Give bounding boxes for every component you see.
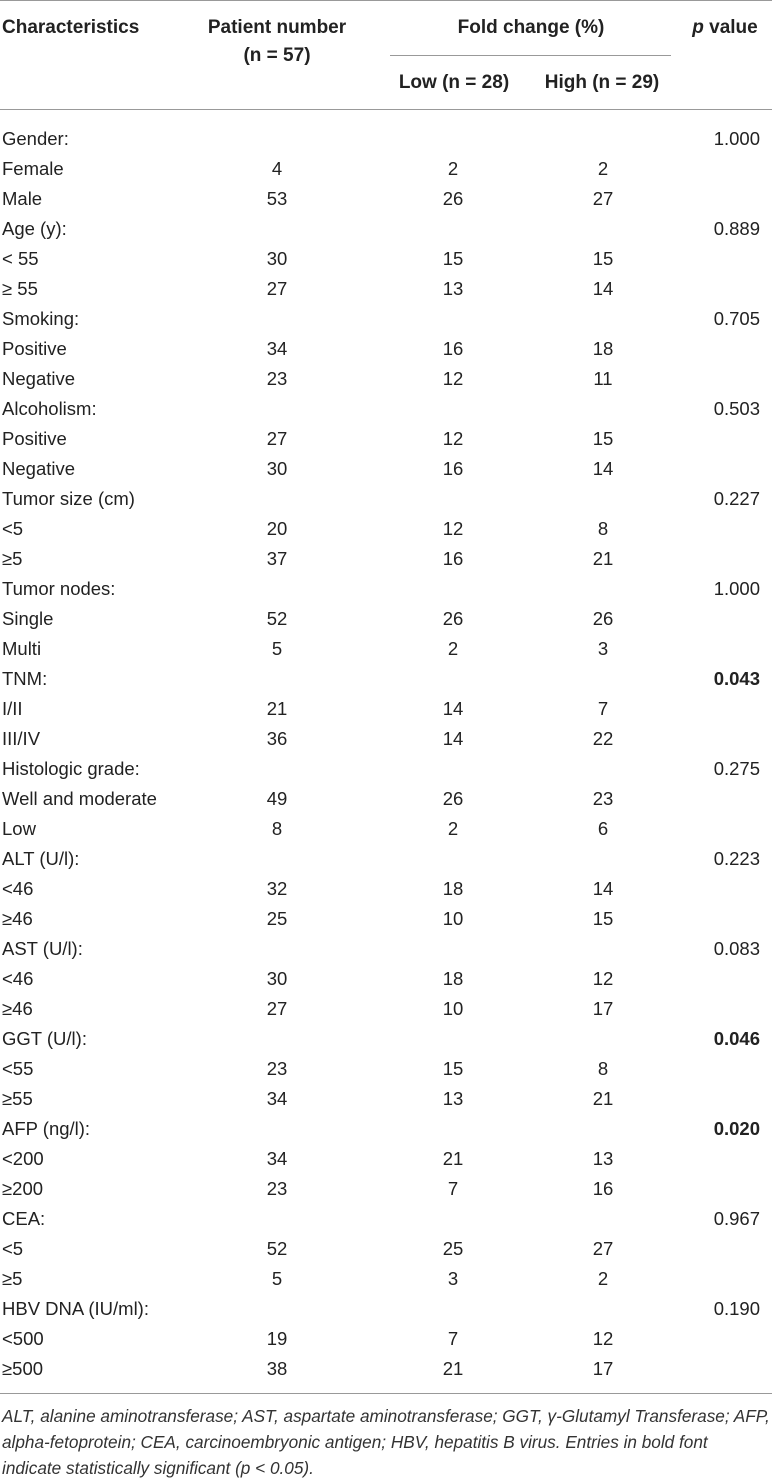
row-high: 8 bbox=[597, 518, 609, 539]
row-patient-number: 38 bbox=[266, 1358, 288, 1379]
row-label: I/II bbox=[2, 698, 23, 719]
row-patient-number: 30 bbox=[266, 458, 288, 479]
header-fold-change: Fold change (%) bbox=[457, 17, 605, 38]
row-low: 18 bbox=[442, 968, 464, 989]
row-low: 16 bbox=[442, 338, 464, 359]
row-high: 15 bbox=[592, 908, 614, 929]
header-p-rest: value bbox=[703, 17, 758, 38]
table-row bbox=[0, 484, 772, 514]
table-row bbox=[0, 574, 772, 604]
table-row bbox=[0, 274, 772, 304]
row-patient-number: 5 bbox=[271, 1268, 283, 1289]
row-label: ≥46 bbox=[2, 998, 33, 1019]
row-low: 7 bbox=[447, 1328, 459, 1349]
row-patient-number: 52 bbox=[266, 608, 288, 629]
row-high: 2 bbox=[597, 158, 609, 179]
header-patient-line2: (n = 57) bbox=[243, 45, 311, 66]
row-low: 18 bbox=[442, 878, 464, 899]
table-row bbox=[0, 784, 772, 814]
table-row bbox=[0, 1024, 772, 1054]
row-label: AST (U/l): bbox=[2, 938, 83, 959]
row-label: TNM: bbox=[2, 668, 48, 689]
row-label: ALT (U/l): bbox=[2, 848, 80, 869]
row-label: Histologic grade: bbox=[2, 758, 140, 779]
row-label: Tumor size (cm) bbox=[2, 488, 135, 509]
row-high: 21 bbox=[592, 548, 614, 569]
row-high: 16 bbox=[592, 1178, 614, 1199]
table-row bbox=[0, 1174, 772, 1204]
row-p-value: 0.227 bbox=[713, 488, 760, 509]
row-label: ≥55 bbox=[2, 1088, 33, 1109]
row-label: CEA: bbox=[2, 1208, 46, 1229]
row-label: Female bbox=[2, 158, 64, 179]
row-label: HBV DNA (IU/ml): bbox=[2, 1298, 149, 1319]
row-patient-number: 23 bbox=[266, 1178, 288, 1199]
row-label: <500 bbox=[2, 1328, 44, 1349]
table-body bbox=[0, 124, 772, 1384]
row-high: 17 bbox=[592, 1358, 614, 1379]
row-low: 13 bbox=[442, 1088, 464, 1109]
row-low: 12 bbox=[442, 518, 464, 539]
row-label: Low bbox=[2, 818, 36, 839]
row-low: 10 bbox=[442, 998, 464, 1019]
row-low: 16 bbox=[442, 548, 464, 569]
table-row bbox=[0, 1084, 772, 1114]
row-low: 16 bbox=[442, 458, 464, 479]
header-characteristics: Characteristics bbox=[2, 17, 140, 38]
table-row bbox=[0, 1204, 772, 1234]
row-label: <55 bbox=[2, 1058, 34, 1079]
row-patient-number: 8 bbox=[271, 818, 283, 839]
table-row bbox=[0, 1294, 772, 1324]
table-row bbox=[0, 664, 772, 694]
row-patient-number: 27 bbox=[266, 428, 288, 449]
row-low: 26 bbox=[442, 608, 464, 629]
row-label: ≥200 bbox=[2, 1178, 44, 1199]
row-low: 15 bbox=[442, 248, 464, 269]
header-patient-line1: Patient number bbox=[207, 17, 347, 38]
row-patient-number: 23 bbox=[266, 368, 288, 389]
row-label: Gender: bbox=[2, 128, 69, 149]
row-patient-number: 49 bbox=[266, 788, 288, 809]
row-high: 2 bbox=[597, 1268, 609, 1289]
row-patient-number: 36 bbox=[266, 728, 288, 749]
row-high: 14 bbox=[592, 458, 614, 479]
row-high: 14 bbox=[592, 278, 614, 299]
row-patient-number: 27 bbox=[266, 278, 288, 299]
row-label: <46 bbox=[2, 878, 34, 899]
table-row bbox=[0, 454, 772, 484]
row-label: Positive bbox=[2, 428, 67, 449]
table-row bbox=[0, 394, 772, 424]
table-row bbox=[0, 1114, 772, 1144]
row-low: 2 bbox=[447, 158, 459, 179]
table-row bbox=[0, 844, 772, 874]
row-p-value: 0.223 bbox=[713, 848, 760, 869]
table-row bbox=[0, 724, 772, 754]
row-label: < 55 bbox=[2, 248, 39, 269]
row-label: ≥ 55 bbox=[2, 278, 38, 299]
table-top-rule bbox=[0, 0, 772, 1]
header-p-italic: p bbox=[692, 17, 704, 38]
header-high: High (n = 29) bbox=[544, 72, 660, 93]
row-patient-number: 21 bbox=[266, 698, 288, 719]
row-p-value: 0.020 bbox=[713, 1118, 760, 1139]
row-p-value: 0.046 bbox=[713, 1028, 760, 1049]
table-row bbox=[0, 1054, 772, 1084]
row-label: III/IV bbox=[2, 728, 41, 749]
table-row bbox=[0, 1354, 772, 1384]
row-low: 21 bbox=[442, 1148, 464, 1169]
row-high: 12 bbox=[592, 1328, 614, 1349]
row-high: 15 bbox=[592, 428, 614, 449]
row-label: ≥5 bbox=[2, 1268, 23, 1289]
row-high: 8 bbox=[597, 1058, 609, 1079]
table-row bbox=[0, 754, 772, 784]
row-label: ≥5 bbox=[2, 548, 23, 569]
table-row bbox=[0, 694, 772, 724]
table-row bbox=[0, 814, 772, 844]
table-row bbox=[0, 544, 772, 574]
table-row bbox=[0, 244, 772, 274]
table-row bbox=[0, 154, 772, 184]
row-patient-number: 34 bbox=[266, 338, 288, 359]
row-high: 12 bbox=[592, 968, 614, 989]
fold-change-group-rule bbox=[390, 55, 671, 56]
row-patient-number: 32 bbox=[266, 878, 288, 899]
row-high: 11 bbox=[593, 368, 613, 389]
row-patient-number: 27 bbox=[266, 998, 288, 1019]
row-patient-number: 4 bbox=[271, 158, 283, 179]
row-p-value: 1.000 bbox=[713, 578, 760, 599]
row-low: 13 bbox=[442, 278, 464, 299]
row-high: 26 bbox=[592, 608, 614, 629]
row-low: 14 bbox=[442, 698, 464, 719]
table-row bbox=[0, 1234, 772, 1264]
row-patient-number: 20 bbox=[266, 518, 288, 539]
table-bottom-rule bbox=[0, 1393, 772, 1394]
row-label: Alcoholism: bbox=[2, 398, 97, 419]
row-high: 21 bbox=[592, 1088, 614, 1109]
row-patient-number: 30 bbox=[266, 248, 288, 269]
row-low: 21 bbox=[442, 1358, 464, 1379]
row-high: 14 bbox=[592, 878, 614, 899]
row-low: 3 bbox=[447, 1268, 459, 1289]
table-row bbox=[0, 994, 772, 1024]
row-low: 14 bbox=[442, 728, 464, 749]
row-label: GGT (U/l): bbox=[2, 1028, 87, 1049]
row-low: 25 bbox=[442, 1238, 464, 1259]
table-row bbox=[0, 634, 772, 664]
row-p-value: 0.275 bbox=[713, 758, 760, 779]
row-label: Negative bbox=[2, 458, 76, 479]
row-p-value: 0.190 bbox=[713, 1298, 760, 1319]
row-p-value: 1.000 bbox=[713, 128, 760, 149]
table-row bbox=[0, 1324, 772, 1354]
table-row bbox=[0, 184, 772, 214]
row-low: 26 bbox=[442, 188, 464, 209]
table-row bbox=[0, 424, 772, 454]
row-p-value: 0.503 bbox=[713, 398, 760, 419]
row-p-value: 0.083 bbox=[713, 938, 760, 959]
row-high: 6 bbox=[597, 818, 609, 839]
row-label: Male bbox=[2, 188, 43, 209]
table-row bbox=[0, 874, 772, 904]
row-label: <5 bbox=[2, 518, 24, 539]
row-patient-number: 52 bbox=[266, 1238, 288, 1259]
row-p-value: 0.967 bbox=[713, 1208, 760, 1229]
header-low: Low (n = 28) bbox=[398, 72, 510, 93]
row-patient-number: 5 bbox=[271, 638, 283, 659]
row-label: Tumor nodes: bbox=[2, 578, 116, 599]
row-patient-number: 23 bbox=[266, 1058, 288, 1079]
table-row bbox=[0, 1144, 772, 1174]
row-high: 23 bbox=[592, 788, 614, 809]
table-row bbox=[0, 214, 772, 244]
row-patient-number: 30 bbox=[266, 968, 288, 989]
row-label: <46 bbox=[2, 968, 34, 989]
table-row bbox=[0, 604, 772, 634]
row-high: 17 bbox=[592, 998, 614, 1019]
table-row bbox=[0, 514, 772, 544]
row-low: 7 bbox=[447, 1178, 459, 1199]
table-row bbox=[0, 934, 772, 964]
row-label: Well and moderate bbox=[2, 788, 157, 809]
table-row bbox=[0, 304, 772, 334]
row-label: <5 bbox=[2, 1238, 24, 1259]
table-row bbox=[0, 1264, 772, 1294]
row-patient-number: 34 bbox=[266, 1148, 288, 1169]
table-footnote: ALT, alanine aminotransferase; AST, aspartate aminotransferase; GGT, γ-Glutamyl Transferase; AFP, alpha-fetoprotein; CEA, carcinoembryonic antigen; HBV, hepatitis B virus. Entries in bold font indicate statistically significant (p < 0.05). bbox=[2, 1406, 770, 1478]
row-label: AFP (ng/l): bbox=[2, 1118, 91, 1139]
row-label: Smoking: bbox=[2, 308, 80, 329]
table-row bbox=[0, 364, 772, 394]
row-label: Single bbox=[2, 608, 54, 629]
header-bottom-rule bbox=[0, 109, 772, 110]
row-high: 3 bbox=[597, 638, 609, 659]
table-row bbox=[0, 124, 772, 154]
table-row bbox=[0, 904, 772, 934]
row-label: <200 bbox=[2, 1148, 44, 1169]
table-row bbox=[0, 334, 772, 364]
row-patient-number: 34 bbox=[266, 1088, 288, 1109]
row-label: Negative bbox=[2, 368, 76, 389]
row-high: 7 bbox=[597, 698, 609, 719]
row-p-value: 0.889 bbox=[713, 218, 760, 239]
row-low: 15 bbox=[442, 1058, 464, 1079]
row-high: 13 bbox=[592, 1148, 614, 1169]
row-label: ≥46 bbox=[2, 908, 33, 929]
row-label: Positive bbox=[2, 338, 67, 359]
row-high: 27 bbox=[592, 1238, 614, 1259]
row-low: 12 bbox=[442, 428, 464, 449]
row-p-value: 0.043 bbox=[713, 668, 760, 689]
row-label: Multi bbox=[2, 638, 42, 659]
row-low: 2 bbox=[447, 818, 459, 839]
row-label: ≥500 bbox=[2, 1358, 44, 1379]
row-patient-number: 19 bbox=[266, 1328, 288, 1349]
row-low: 26 bbox=[442, 788, 464, 809]
row-low: 2 bbox=[447, 638, 459, 659]
row-label: Age (y): bbox=[2, 218, 67, 239]
row-high: 27 bbox=[592, 188, 614, 209]
row-patient-number: 53 bbox=[266, 188, 288, 209]
header-p-value bbox=[680, 14, 770, 42]
row-p-value: 0.705 bbox=[713, 308, 760, 329]
row-low: 10 bbox=[442, 908, 464, 929]
table-row bbox=[0, 964, 772, 994]
row-patient-number: 25 bbox=[266, 908, 288, 929]
header-patient-number bbox=[187, 14, 367, 70]
row-high: 18 bbox=[592, 338, 614, 359]
row-high: 15 bbox=[592, 248, 614, 269]
row-high: 22 bbox=[592, 728, 614, 749]
row-low: 12 bbox=[442, 368, 464, 389]
row-patient-number: 37 bbox=[266, 548, 288, 569]
